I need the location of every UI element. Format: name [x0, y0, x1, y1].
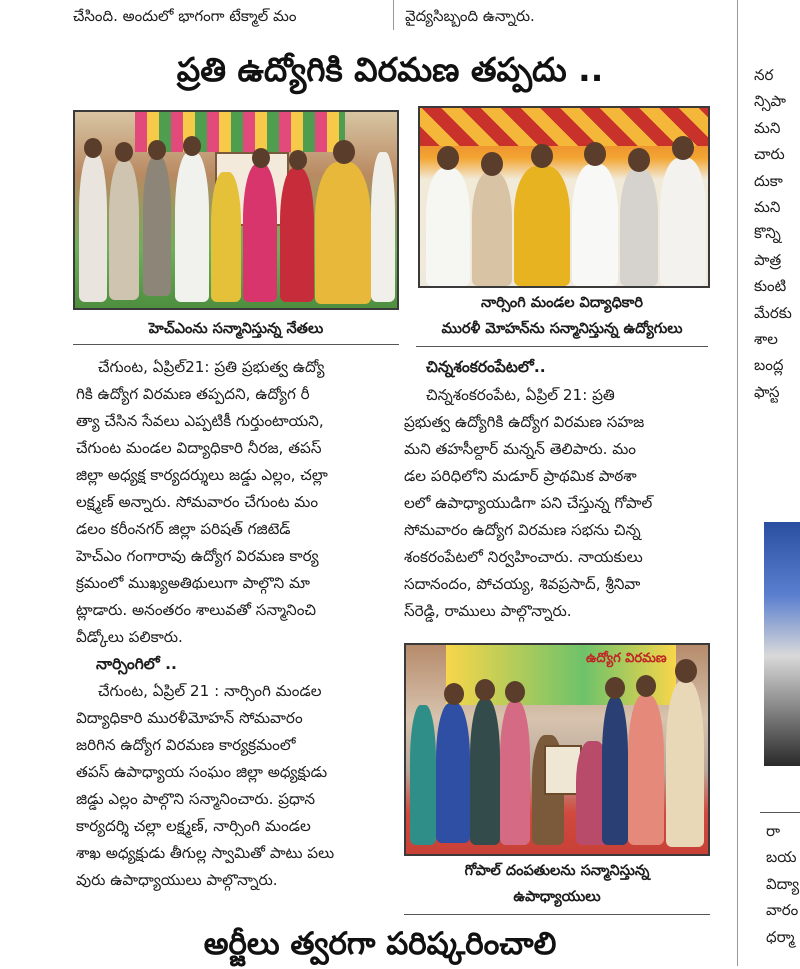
column-line: రా [766, 822, 781, 840]
column-line: పాత్ర [754, 250, 782, 269]
person [315, 162, 371, 304]
person [143, 156, 171, 296]
right-column-bottom [766, 818, 800, 950]
column-line: బంద్ల [754, 356, 784, 375]
person-head [148, 140, 166, 160]
caption-bottom-photo-line1: గోపాల్ దంపతులను సన్మానిస్తున్న [464, 863, 650, 879]
article-line: వురు ఉపాధ్యాయులు పాల్గొన్నారు. [76, 871, 278, 889]
article-line: మని తహసీల్దార్ మన్నన్ తెలిపారు. మం [404, 440, 637, 458]
column-line: విద్యా [766, 874, 800, 893]
caption-right-photo-line1: నార్సింగి మండల విద్యాధికారి [481, 295, 643, 311]
column-line: మని [754, 118, 781, 137]
right-column-photo [764, 522, 800, 766]
photo-hm-felicitation [73, 110, 399, 310]
rule [760, 812, 800, 813]
rule [73, 344, 399, 345]
caption-right-photo-line2: మురళీ మోహన్‌ను సన్మానిస్తున్న ఉద్యోగులు [441, 321, 683, 337]
article-line: చేగుంట, ఏప్రిల్ 21 : నార్సింగి మండల [98, 682, 322, 700]
column-line: వారం [766, 901, 799, 920]
column-line: మేరకు [754, 303, 792, 322]
column-line: ధర్మా [766, 927, 795, 946]
person-head [675, 659, 697, 683]
person [426, 168, 470, 286]
subhead-narsingi: నార్సింగిలో .. [96, 655, 177, 673]
column-line: నర [754, 66, 774, 84]
article-line: చేగుంట, ఏప్రిల్21: ప్రతి ప్రభుత్వ ఉద్యో [98, 358, 325, 376]
person-head [115, 142, 133, 162]
person [500, 701, 530, 845]
person [175, 152, 209, 302]
person [371, 152, 395, 302]
column-divider-right [737, 0, 738, 966]
article-line: లక్ష్మణ్ అన్నారు. సోమవారం చేగుంట మం [76, 493, 319, 511]
article-line: చేగుంట మండల విద్యాధికారి నీరజ, తపస్ [76, 439, 322, 457]
article-line: లలో ఉపాధ్యాయుడిగా పని చేస్తున్న గోపాల్ [404, 494, 653, 512]
person [243, 164, 277, 302]
photo-meo-felicitation [418, 106, 710, 288]
article-line: త్యా చేసిన సేవలు ఎప్పటికీ గుర్తుంటాయని, [76, 412, 324, 430]
person-head [475, 679, 495, 701]
article-left-p1 [76, 354, 380, 651]
article-line: జిడ్డు ఎల్లం పాల్గొని సన్మానించారు. ప్రధాన [76, 790, 316, 808]
person [79, 152, 107, 302]
person-head [584, 142, 606, 166]
column-line: ఫాస్ట [754, 382, 780, 401]
top-left-fragment: చేసింది. అందులో భాగంగా టేక్మాల్ మం [73, 7, 297, 25]
person-head [437, 146, 459, 170]
column-line: కుంటి [754, 277, 787, 296]
column-line: కొన్ని [754, 224, 781, 243]
caption-bottom-photo-line2: ఉపాధ్యాయులు [513, 889, 601, 905]
person [620, 168, 658, 286]
article-line: జిల్లా అధ్యక్ష కార్యదర్శులు జడ్డు ఎల్లం, చల్లా [76, 466, 328, 484]
banner-text: ఉద్యోగ విరమణ [586, 651, 667, 666]
person-head [289, 150, 307, 170]
article-left-p2 [76, 678, 380, 894]
rule [416, 346, 708, 347]
article-line: సదానందం, పోచయ్య, శివప్రసాద్, శ్రీనివా [404, 575, 641, 593]
person [280, 168, 314, 302]
person [602, 697, 628, 845]
person-head [628, 148, 650, 172]
person [410, 705, 436, 845]
article-line: డల పరిధిలోని మడూర్ ప్రాథమిక పాఠశా [404, 467, 637, 485]
article-line: విద్యాధికారి మురళీమోహన్ సోమవారం [76, 709, 303, 727]
person [572, 164, 618, 286]
article-line: ప్రభుత్వ ఉద్యోగికి ఉద్యోగ విరమణ సహజ [404, 413, 645, 431]
column-line: మని [754, 198, 781, 217]
person-head [333, 140, 355, 164]
decor-canopy [420, 108, 708, 146]
person [628, 695, 664, 845]
person [470, 699, 500, 845]
main-headline: ప్రతి ఉద్యోగికి విరమణ తప్పదు .. [176, 50, 604, 89]
column-line: చారు [754, 145, 785, 164]
person-head [444, 683, 464, 705]
article-line: వీడ్కోలు పలికారు. [76, 628, 183, 646]
person-head [481, 152, 503, 176]
article-line: డలం కరీంనగర్ జిల్లా పరిషత్ గజిటెడ్ [76, 520, 291, 538]
article-right-p1 [404, 382, 710, 625]
person [472, 172, 512, 286]
person [436, 703, 470, 843]
headline-2: అర్జీలు త్వరగా పరిష్కరించాలి [203, 926, 557, 962]
decor-garland [135, 112, 345, 152]
person [666, 681, 704, 847]
article-line: స్‌రెడ్డి, రాములు పాల్గొన్నారు. [404, 602, 572, 620]
column-line: బయ [766, 848, 797, 867]
person-head [84, 138, 102, 158]
column-line: దుకా [754, 171, 783, 190]
person [514, 166, 570, 286]
column-line: శాల [754, 330, 778, 349]
article-line: ట్లాడారు. అనంతరం శాలువతో సన్మానించి [76, 601, 317, 619]
article-line: గికి ఉద్యోగ విరమణ తప్పదని, ఉద్యోగ రీ [76, 385, 310, 403]
article-line: శంకరంపేటలో నిర్వహించారు. నాయకులు [404, 548, 643, 566]
rule [404, 914, 710, 915]
person [109, 160, 139, 300]
photo-gopal-couple [404, 643, 710, 856]
subhead-chinnashankarampet: చిన్నశంకరంపేటలో.. [426, 358, 546, 376]
column-line: న్సిపా [754, 92, 787, 111]
article-line: కార్యదర్శి చల్లా లక్ష్మణ్, నార్సింగి మండల [76, 817, 311, 835]
caption-left-photo: హెచ్ఎంను సన్మానిస్తున్న నేతలు [148, 321, 324, 337]
person-head [636, 675, 656, 697]
article-line: తపస్ ఉపాధ్యాయ సంఘం జిల్లా అధ్యక్షుడు [76, 763, 328, 781]
article-line: సోమవారం ఉద్యోగ విరమణ సభను చిన్న [404, 521, 641, 539]
top-right-fragment: వైద్యసిబ్బంది ఉన్నారు. [405, 7, 535, 25]
person-head [672, 136, 694, 160]
person-head [505, 681, 525, 703]
article-line: చిన్నశంకరంపేట, ఏప్రిల్ 21: ప్రతి [426, 386, 615, 404]
column-divider-top [393, 0, 394, 30]
article-line: శాఖ అధ్యక్షుడు తీగుల్ల స్వామితో పాటు పలు [76, 844, 335, 862]
article-line: జరిగిన ఉద్యోగ విరమణ కార్యక్రమంలో [76, 736, 296, 754]
article-line: క్రమంలో ముఖ్యఅతిథులుగా పాల్గొని మా [76, 574, 310, 592]
person-head [252, 148, 270, 168]
person-head [605, 677, 625, 699]
person [211, 172, 241, 302]
person-head [183, 136, 201, 156]
right-column-top [754, 62, 800, 405]
person-head [531, 144, 553, 168]
article-line: హెచ్ఎం గంగారావు ఉద్యోగ విరమణ కార్య [76, 547, 319, 565]
person [660, 158, 706, 286]
